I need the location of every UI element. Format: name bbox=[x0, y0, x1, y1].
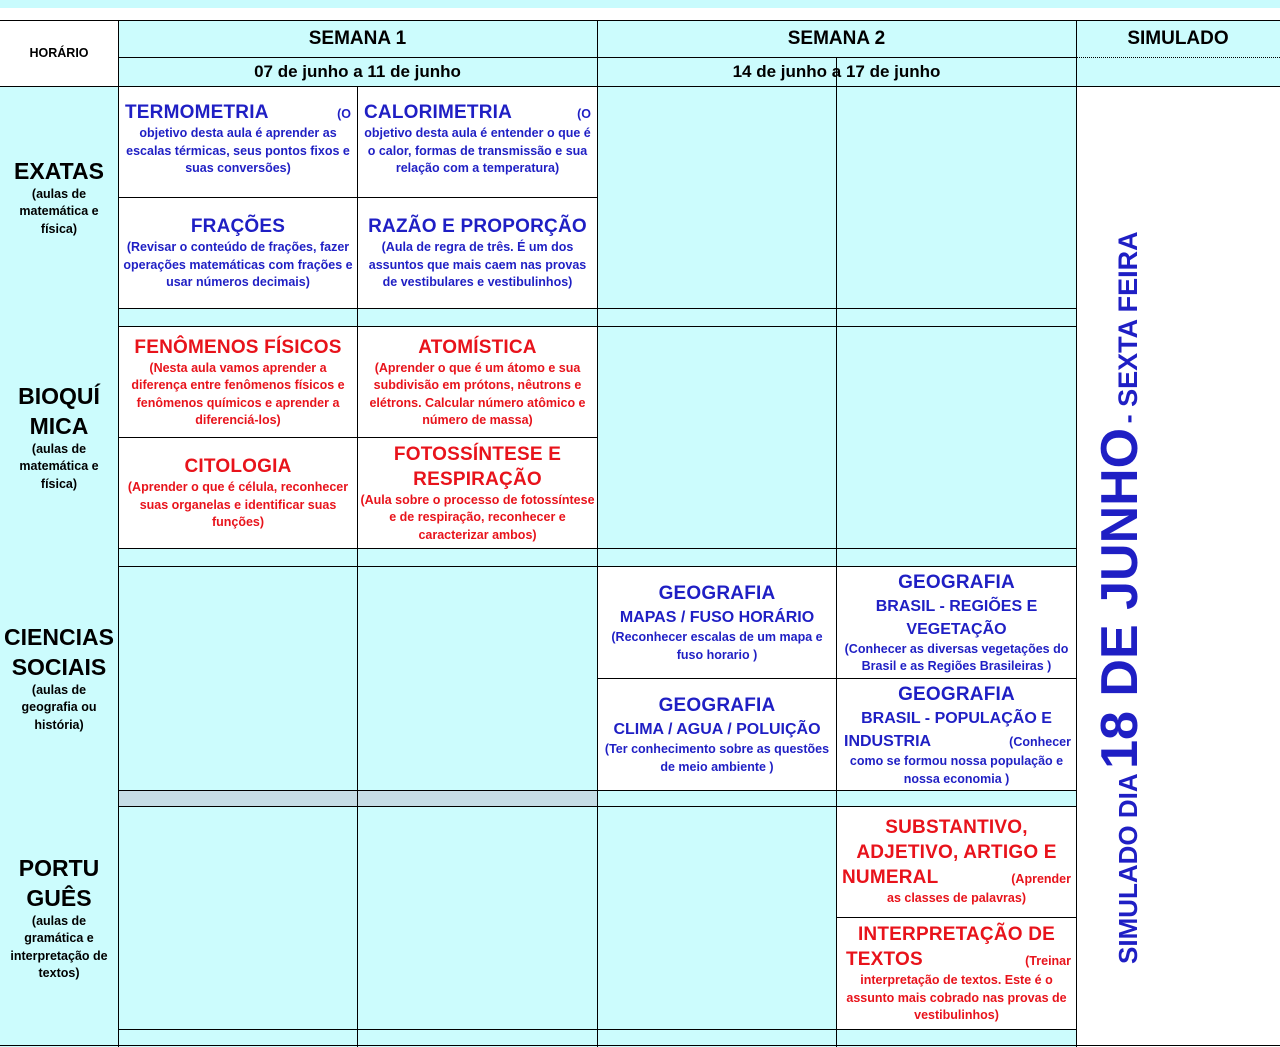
lesson-title: CALORIMETRIA bbox=[364, 102, 513, 123]
grid-line bbox=[836, 57, 837, 1047]
area-subtitle: (aulas de matemática e física) bbox=[19, 186, 99, 236]
lesson-geografia-populacao bbox=[838, 682, 1075, 790]
semana2-dates: 14 de junho a 17 de junho bbox=[732, 61, 941, 81]
lesson-subtitle: INDUSTRIA bbox=[844, 733, 932, 750]
lesson-title: ATOMÍSTICA bbox=[418, 336, 537, 358]
lesson-subtitle: MAPAS / FUSO HORÁRIO bbox=[619, 609, 815, 626]
area-title: MICA bbox=[29, 412, 89, 439]
area-subtitle: (aulas de geografia ou história) bbox=[21, 682, 97, 732]
area-bioquimica bbox=[0, 326, 118, 548]
lesson-note: (Conhecer bbox=[1009, 735, 1071, 749]
grid-line-dotted bbox=[1076, 57, 1280, 58]
area-title: CIENCIAS bbox=[4, 623, 114, 650]
lesson-description: como se formou nossa população e nossa economia ) bbox=[849, 754, 1064, 786]
area-title: EXATAS bbox=[14, 157, 104, 184]
area-title: SOCIAIS bbox=[11, 653, 107, 680]
lesson-description: (Aula sobre o processo de fotossíntese e de respiração, reconhecer e caracterizar ambos) bbox=[360, 492, 595, 542]
lesson-title: GEOGRAFIA bbox=[898, 684, 1015, 705]
lesson-title: RESPIRAÇÃO bbox=[413, 468, 542, 490]
lesson-title: GEOGRAFIA bbox=[658, 583, 776, 604]
lesson-title: NUMERAL bbox=[842, 867, 939, 888]
simulado-date: 18 DE JUNHO bbox=[1091, 427, 1149, 769]
lesson-note: (Aprender bbox=[1011, 872, 1071, 886]
lesson-termometria bbox=[121, 100, 355, 195]
semana1-dates: 07 de junho a 11 de junho bbox=[254, 61, 461, 81]
lesson-title: FRAÇÕES bbox=[190, 216, 286, 238]
lesson-title: TERMOMETRIA bbox=[125, 102, 269, 123]
lesson-interpretacao bbox=[838, 922, 1075, 1028]
lesson-title: ADJETIVO, ARTIGO E bbox=[856, 842, 1057, 863]
lesson-fotossintese bbox=[360, 438, 595, 548]
lesson-description: (Aprender o que é célula, reconhecer suas organelas e identificar suas funções) bbox=[127, 480, 349, 530]
portugues-empty-bg bbox=[118, 806, 836, 1029]
lesson-fenomenos-fisicos bbox=[121, 327, 355, 437]
lesson-geografia-clima bbox=[599, 679, 835, 790]
lesson-subtitle: BRASIL - POPULAÇÃO E bbox=[861, 710, 1052, 727]
lesson-title: CITOLOGIA bbox=[184, 456, 292, 478]
horario-label: HORÁRIO bbox=[29, 46, 89, 60]
grid-line bbox=[118, 20, 119, 1047]
lesson-description: interpretação de textos. Este é o assunto mais cobrado nas provas de vestibulinhos) bbox=[846, 973, 1067, 1022]
grid-line bbox=[0, 86, 1280, 87]
lesson-subtitle: BRASIL - REGIÕES E bbox=[875, 597, 1038, 615]
lesson-title: RAZÃO E PROPORÇÃO bbox=[368, 216, 587, 238]
grid-line bbox=[836, 917, 1076, 918]
lesson-atomistica bbox=[360, 327, 595, 437]
lesson-geografia-mapas bbox=[599, 567, 835, 678]
lesson-note: (O bbox=[337, 107, 351, 121]
simulado-vertical-text bbox=[1090, 231, 1150, 964]
lesson-description: (Revisar o conteúdo de frações, fazer operações matemáticas com frações e usar números decimais) bbox=[123, 240, 353, 290]
area-ciencias-sociais bbox=[0, 566, 118, 790]
lesson-description: (Aprender o que é um átomo e sua subdivisão em prótons, nêutrons e elétrons. Calcular número atômico e número de massa) bbox=[369, 360, 586, 427]
lesson-title: INTERPRETAÇÃO DE bbox=[857, 924, 1056, 945]
grid-line bbox=[597, 20, 598, 1047]
lesson-fracoes bbox=[121, 198, 355, 308]
area-subtitle: (aulas de gramática e interpretação de textos) bbox=[10, 913, 108, 980]
grid-line bbox=[1076, 20, 1077, 1047]
lesson-description: (Reconhecer escalas de um mapa e fuso horario ) bbox=[611, 630, 823, 662]
lesson-description: (Ter conhecimento sobre as questões de meio ambiente ) bbox=[604, 742, 830, 774]
lesson-subtitle: CLIMA / AGUA / POLUIÇÃO bbox=[613, 721, 821, 738]
semana2-title: SEMANA 2 bbox=[787, 27, 886, 49]
area-title: PORTU bbox=[18, 854, 100, 881]
lesson-note: (O bbox=[577, 107, 591, 121]
simulado-suffix: - SEXTA FEIRA bbox=[1113, 231, 1143, 424]
lesson-description: objetivo desta aula é aprender as escalas térmicas, seus pontos fixos e suas conversões) bbox=[126, 126, 350, 175]
grid-line bbox=[357, 86, 358, 1047]
area-title: BIOQUÍ bbox=[18, 382, 100, 409]
lesson-substantivo bbox=[838, 815, 1075, 917]
lesson-title: FOTOSSÍNTESE E bbox=[393, 443, 562, 465]
area-title: GUÊS bbox=[26, 884, 92, 911]
lesson-description: objetivo desta aula é entender o que é o calor, formas de transmissão e sua relação com a temperatura) bbox=[364, 126, 591, 175]
lesson-description: (Conhecer as diversas vegetações do Brasil e as Regiões Brasileiras ) bbox=[844, 641, 1069, 673]
simulado-prefix: SIMULADO DIA bbox=[1113, 773, 1143, 964]
lesson-description: (Nesta aula vamos aprender a diferença entre fenômenos físicos e fenômenos químicos e aprender a diferenciá-los) bbox=[131, 360, 345, 427]
top-strip bbox=[0, 0, 1280, 8]
lesson-note: (Treinar bbox=[1025, 954, 1071, 968]
lesson-razao-proporcao bbox=[360, 198, 595, 308]
lesson-title: GEOGRAFIA bbox=[898, 571, 1015, 593]
lesson-description: as classes de palavras) bbox=[887, 891, 1026, 905]
lesson-citologia bbox=[121, 438, 355, 548]
lesson-description: (Aula de regra de três. É um dos assuntos que mais caem nas provas de vestibulares e vestibulinhos) bbox=[368, 240, 587, 290]
grid-line bbox=[0, 1045, 1280, 1046]
area-portugues bbox=[0, 806, 118, 1029]
lesson-title: SUBSTANTIVO, bbox=[885, 817, 1028, 838]
lesson-title: TEXTOS bbox=[846, 949, 923, 970]
lesson-calorimetria bbox=[360, 100, 595, 195]
lesson-geografia-regioes bbox=[838, 567, 1075, 678]
lesson-subtitle: VEGETAÇÃO bbox=[906, 620, 1007, 638]
area-exatas bbox=[0, 86, 118, 308]
lesson-title: GEOGRAFIA bbox=[658, 695, 776, 716]
area-subtitle: (aulas de matemática e física) bbox=[19, 441, 99, 491]
simulado-title: SIMULADO bbox=[1127, 27, 1229, 49]
lesson-title: FENÔMENOS FÍSICOS bbox=[134, 336, 342, 358]
semana1-title: SEMANA 1 bbox=[308, 27, 407, 49]
